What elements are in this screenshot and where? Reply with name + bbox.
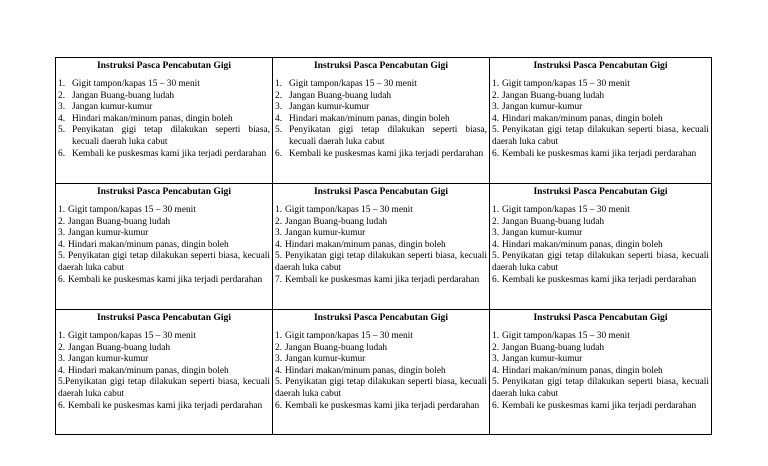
instruction-item xyxy=(275,240,487,252)
instruction-item xyxy=(58,331,270,343)
instruction-item xyxy=(58,240,270,252)
item-text: Jangan Buang-buang ludah xyxy=(68,216,171,227)
card-title: Instruksi Pasca Pencabutan Gigi xyxy=(313,312,449,323)
item-number: 3. xyxy=(275,228,283,239)
instruction-item xyxy=(492,401,709,413)
item-text: Jangan Buang-buang ludah xyxy=(285,342,388,353)
instruction-item xyxy=(492,354,709,366)
card-title: Instruksi Pasca Pencabutan Gigi xyxy=(533,312,668,323)
instruction-item xyxy=(58,275,270,287)
card-title: Instruksi Pasca Pencabutan Gigi xyxy=(96,312,232,323)
instruction-list xyxy=(275,205,487,286)
instruction-item xyxy=(275,251,487,274)
item-number: 3. xyxy=(492,102,500,113)
item-number: 1. xyxy=(492,331,500,341)
item-number: 2. xyxy=(275,216,283,227)
item-text: Penyikatan gigi tetap dilakukan seperti biasa, kecuali daerah luka cabut xyxy=(58,251,270,273)
item-number: 3. xyxy=(58,228,66,239)
item-text: Penyikatan gigi tetap dilakukan seperti biasa, kecuali daerah luka cabut xyxy=(492,377,709,399)
instruction-item xyxy=(58,401,270,413)
item-text: Jangan Buang-buang ludah xyxy=(289,90,392,101)
item-number: 6. xyxy=(275,400,283,411)
item-text: Jangan kumur-kumur xyxy=(285,228,366,239)
item-number: 4. xyxy=(275,239,283,250)
item-number: 3. xyxy=(275,102,283,113)
instruction-item xyxy=(58,354,270,366)
item-text: Jangan kumur-kumur xyxy=(72,102,153,113)
item-number: 3. xyxy=(58,102,66,113)
instruction-item xyxy=(275,91,487,103)
item-number: 4. xyxy=(58,239,66,250)
instruction-item xyxy=(275,79,487,91)
item-text: Jangan Buang-buang ludah xyxy=(502,342,605,353)
item-number: 6. xyxy=(492,274,500,285)
item-number: 5. xyxy=(492,251,500,262)
instruction-item xyxy=(58,79,270,91)
item-text: Gigit tampon/kapas 15 – 30 menit xyxy=(68,331,196,341)
item-number: 4. xyxy=(492,113,500,124)
instruction-card xyxy=(273,184,490,310)
instruction-item xyxy=(275,114,487,126)
item-number: 2. xyxy=(58,216,66,227)
item-number: 6. xyxy=(275,148,283,159)
item-number: 2. xyxy=(58,90,66,101)
item-text: Hindari makan/minum panas, dingin boleh xyxy=(289,113,450,124)
instruction-item xyxy=(492,114,709,126)
item-text: Gigit tampon/kapas 15 – 30 menit xyxy=(72,79,200,89)
item-text: Jangan kumur-kumur xyxy=(68,354,149,365)
instruction-list xyxy=(275,331,487,412)
item-text: Hindari makan/minum panas, dingin boleh xyxy=(72,113,233,124)
instruction-list xyxy=(492,205,709,286)
instruction-card xyxy=(273,310,490,434)
item-number: 2. xyxy=(58,342,66,353)
item-number: 3. xyxy=(492,228,500,239)
instruction-item xyxy=(492,251,709,274)
instruction-item xyxy=(58,114,270,126)
card-title: Instruksi Pasca Pencabutan Gigi xyxy=(533,186,668,197)
instruction-item xyxy=(58,125,270,148)
item-text: Penyikatan gigi tetap dilakukan seperti biasa, kecuali daerah luka cabut xyxy=(275,251,487,273)
item-number: 5. xyxy=(58,377,66,388)
item-number: 2. xyxy=(492,216,500,227)
instruction-card-grid xyxy=(55,57,712,435)
card-title: Instruksi Pasca Pencabutan Gigi xyxy=(313,60,449,71)
item-number: 3. xyxy=(58,354,66,365)
instruction-item xyxy=(492,91,709,103)
item-number: 1. xyxy=(58,205,66,215)
item-text: Jangan Buang-buang ludah xyxy=(72,90,175,101)
item-text: Penyikatan gigi tetap dilakukan seperti biasa, kecuali daerah luka cabut xyxy=(492,125,709,147)
item-number: 1. xyxy=(58,79,66,89)
card-title: Instruksi Pasca Pencabutan Gigi xyxy=(96,60,232,71)
instruction-item xyxy=(58,217,270,229)
card-title: Instruksi Pasca Pencabutan Gigi xyxy=(313,186,449,197)
item-text: Gigit tampon/kapas 15 – 30 menit xyxy=(68,205,196,215)
item-text: Penyikatan gigi tetap dilakukan seperti biasa, kecuali daerah luka cabut xyxy=(275,377,487,399)
instruction-item xyxy=(492,343,709,355)
item-number: 3. xyxy=(492,354,500,365)
item-text: Jangan Buang-buang ludah xyxy=(285,216,388,227)
card-title: Instruksi Pasca Pencabutan Gigi xyxy=(533,60,668,71)
instruction-card xyxy=(273,58,490,184)
instruction-card xyxy=(490,310,711,434)
item-number: 7. xyxy=(275,274,283,285)
item-text: Hindari makan/minum panas, dingin boleh xyxy=(68,239,229,250)
instruction-item xyxy=(58,205,270,217)
item-number: 5. xyxy=(58,125,66,136)
item-text: Kembali ke puskesmas kami jika terjadi perdarahan xyxy=(285,274,480,285)
instruction-item xyxy=(275,401,487,413)
item-number: 6. xyxy=(58,274,66,285)
instruction-item xyxy=(275,354,487,366)
item-number: 5. xyxy=(275,377,283,388)
instruction-item xyxy=(275,149,487,161)
instruction-item xyxy=(58,251,270,274)
item-text: Hindari makan/minum panas, dingin boleh xyxy=(285,239,446,250)
instruction-item xyxy=(275,275,487,287)
item-number: 5. xyxy=(275,251,283,262)
item-text: Gigit tampon/kapas 15 – 30 menit xyxy=(502,205,630,215)
instruction-item xyxy=(58,149,270,161)
instruction-item xyxy=(492,240,709,252)
item-number: 2. xyxy=(275,342,283,353)
item-number: 1. xyxy=(492,205,500,215)
instruction-list xyxy=(58,331,270,412)
item-text: Gigit tampon/kapas 15 – 30 menit xyxy=(285,331,413,341)
item-number: 1. xyxy=(58,331,66,341)
item-text: Hindari makan/minum panas, dingin boleh xyxy=(502,239,663,250)
item-text: Gigit tampon/kapas 15 – 30 menit xyxy=(502,79,630,89)
instruction-item xyxy=(58,102,270,114)
item-number: 1. xyxy=(492,79,500,89)
item-number: 1. xyxy=(275,79,283,89)
item-number: 2. xyxy=(275,90,283,101)
item-number: 1. xyxy=(275,331,283,341)
item-text: Gigit tampon/kapas 15 – 30 menit xyxy=(285,205,413,215)
instruction-item xyxy=(275,125,487,148)
instruction-item xyxy=(492,275,709,287)
instruction-item xyxy=(58,377,270,400)
item-number: 4. xyxy=(58,365,66,376)
item-text: Jangan Buang-buang ludah xyxy=(502,216,605,227)
item-text: Kembali ke puskesmas kami jika terjadi perdarahan xyxy=(502,148,697,159)
item-text: Jangan kumur-kumur xyxy=(502,102,583,113)
instruction-item xyxy=(492,205,709,217)
instruction-item xyxy=(58,366,270,378)
item-number: 4. xyxy=(275,113,283,124)
instruction-item xyxy=(275,102,487,114)
item-text: Jangan Buang-buang ludah xyxy=(502,90,605,101)
item-number: 6. xyxy=(58,148,66,159)
item-text: Kembali ke puskesmas kami jika terjadi perdarahan xyxy=(285,400,480,411)
instruction-item xyxy=(275,331,487,343)
instruction-item xyxy=(275,377,487,400)
item-number: 5. xyxy=(275,125,283,136)
item-text: Kembali ke puskesmas kami jika terjadi perdarahan xyxy=(502,274,697,285)
item-text: Jangan kumur-kumur xyxy=(502,354,583,365)
item-text: Penyikatan gigi tetap dilakukan seperti biasa, kecuali daerah luka cabut xyxy=(58,377,270,399)
item-text: Gigit tampon/kapas 15 – 30 menit xyxy=(502,331,630,341)
item-number: 2. xyxy=(492,90,500,101)
item-number: 4. xyxy=(275,365,283,376)
instruction-card xyxy=(490,184,711,310)
item-number: 6. xyxy=(492,148,500,159)
instruction-item xyxy=(492,228,709,240)
instruction-card xyxy=(56,184,273,310)
item-text: Jangan kumur-kumur xyxy=(285,354,366,365)
instruction-list xyxy=(58,205,270,286)
item-text: Penyikatan gigi tetap dilakukan seperti biasa, kecuali daerah luka cabut xyxy=(492,251,709,273)
item-text: Kembali ke puskesmas kami jika terjadi perdarahan xyxy=(72,148,267,159)
item-number: 6. xyxy=(492,400,500,411)
instruction-item xyxy=(275,205,487,217)
item-text: Kembali ke puskesmas kami jika terjadi perdarahan xyxy=(502,400,697,411)
item-text: Hindari makan/minum panas, dingin boleh xyxy=(502,113,663,124)
item-text: Jangan Buang-buang ludah xyxy=(68,342,171,353)
item-number: 2. xyxy=(492,342,500,353)
instruction-item xyxy=(492,331,709,343)
instruction-card xyxy=(56,58,273,184)
item-text: Jangan kumur-kumur xyxy=(289,102,370,113)
instruction-item xyxy=(275,228,487,240)
item-text: Penyikatan gigi tetap dilakukan seperti biasa, kecuali daerah luka cabut xyxy=(72,125,270,147)
instruction-item xyxy=(492,125,709,148)
item-number: 3. xyxy=(275,354,283,365)
instruction-item xyxy=(275,343,487,355)
item-text: Penyikatan gigi tetap dilakukan seperti biasa, kecuali daerah luka cabut xyxy=(289,125,487,147)
instruction-item xyxy=(492,102,709,114)
item-text: Hindari makan/minum panas, dingin boleh xyxy=(68,365,229,376)
instruction-item xyxy=(492,79,709,91)
instruction-list xyxy=(58,79,270,160)
item-number: 6. xyxy=(58,400,66,411)
instruction-item xyxy=(492,217,709,229)
item-text: Hindari makan/minum panas, dingin boleh xyxy=(285,365,446,376)
item-text: Kembali ke puskesmas kami jika terjadi perdarahan xyxy=(289,148,484,159)
instruction-item xyxy=(492,377,709,400)
instruction-item xyxy=(492,366,709,378)
item-text: Kembali ke puskesmas kami jika terjadi perdarahan xyxy=(68,274,263,285)
card-title: Instruksi Pasca Pencabutan Gigi xyxy=(96,186,232,197)
instruction-item xyxy=(492,149,709,161)
instruction-list xyxy=(492,79,709,160)
item-number: 4. xyxy=(492,365,500,376)
item-text: Jangan kumur-kumur xyxy=(502,228,583,239)
instruction-item xyxy=(58,91,270,103)
item-text: Jangan kumur-kumur xyxy=(68,228,149,239)
instruction-item xyxy=(58,343,270,355)
instruction-item xyxy=(275,366,487,378)
item-number: 5. xyxy=(492,125,500,136)
item-number: 5. xyxy=(492,377,500,388)
instruction-item xyxy=(275,217,487,229)
item-number: 1. xyxy=(275,205,283,215)
item-number: 5. xyxy=(58,251,66,262)
item-text: Hindari makan/minum panas, dingin boleh xyxy=(502,365,663,376)
item-text: Kembali ke puskesmas kami jika terjadi perdarahan xyxy=(68,400,263,411)
instruction-item xyxy=(58,228,270,240)
instruction-card xyxy=(56,310,273,434)
item-text: Gigit tampon/kapas 15 – 30 menit xyxy=(289,79,417,89)
instruction-card xyxy=(490,58,711,184)
instruction-list xyxy=(275,79,487,160)
instruction-list xyxy=(492,331,709,412)
item-number: 4. xyxy=(58,113,66,124)
item-number: 4. xyxy=(492,239,500,250)
